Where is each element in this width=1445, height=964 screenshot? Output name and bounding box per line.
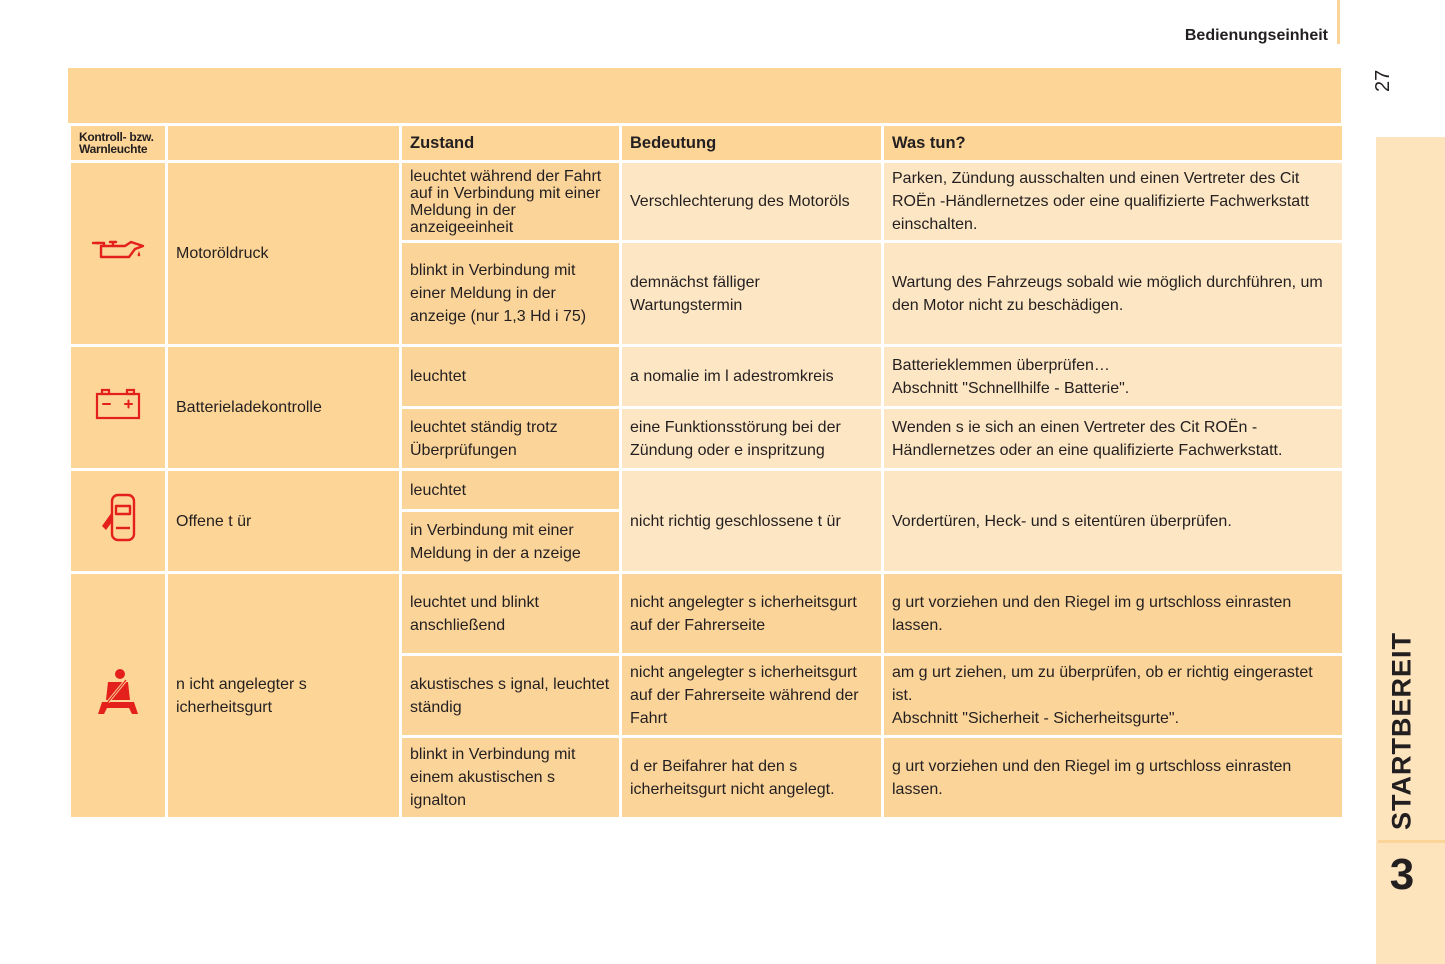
was-tun-cell: [883, 655, 1344, 737]
bedeutung-cell: Verschlechterung des Motoröls: [621, 162, 883, 242]
bedeutung-cell: nicht richtig geschlossene t ür: [621, 470, 883, 573]
zustand-cell: leuchtet: [401, 346, 621, 408]
header-bedeutung: Bedeutung: [621, 125, 883, 162]
zustand-cell: in Verbindung mit einer Meldung in der a nzeige: [401, 511, 621, 573]
chapter-label: STARTBEREIT: [1386, 632, 1417, 830]
bedeutung-cell: a nomalie im l adestromkreis: [621, 346, 883, 408]
open-door-icon: [98, 492, 138, 544]
was-tun-cell: [883, 346, 1344, 408]
header-was-tun: Was tun?: [883, 125, 1344, 162]
warning-lights-table: [68, 123, 1345, 820]
was-tun-cell: Vordertüren, Heck- und s eitentüren überprüfen.: [883, 470, 1344, 573]
zustand-cell: leuchtet: [401, 470, 621, 511]
icon-cell: [70, 470, 167, 573]
was-tun-line: am g urt ziehen, um zu überprüfen, ob er richtig eingerastet ist.: [892, 664, 1313, 704]
was-tun-cell: Wenden s ie sich an einen Vertreter des Cit ROËn - Händlernetzes oder an eine qualifizierte Fachwerkstatt.: [883, 408, 1344, 470]
bedeutung-cell: eine Funktionsstörung bei der Zündung oder e inspritzung: [621, 408, 883, 470]
page-header-title: Bedienungseinheit: [1184, 27, 1328, 44]
was-tun-cell: Wartung des Fahrzeugs sobald wie möglich durchführen, um den Motor nicht zu beschädigen.: [883, 242, 1344, 346]
icon-cell: [70, 346, 167, 470]
group-name: Motoröldruck: [167, 162, 401, 346]
was-tun-line: Abschnitt "Sicherheit - Sicherheitsgurte".: [892, 710, 1180, 727]
chapter-divider: [1378, 840, 1445, 843]
bedeutung-cell: nicht angelegter s icherheitsgurt auf der Fahrerseite während der Fahrt: [621, 655, 883, 737]
was-tun-cell: g urt vorziehen und den Riegel im g urtschloss einrasten lassen.: [883, 573, 1344, 655]
bedeutung-cell: d er Beifahrer hat den s icherheitsgurt nicht angelegt.: [621, 737, 883, 819]
oil-can-icon: [91, 237, 145, 263]
zustand-cell: leuchtet ständig trotz Überprüfungen: [401, 408, 621, 470]
table-header-row: [70, 125, 1344, 162]
header-divider: [1337, 0, 1340, 44]
header-name: [167, 125, 401, 162]
table-row: [70, 346, 1344, 408]
bedeutung-cell: nicht angelegter s icherheitsgurt auf der Fahrerseite: [621, 573, 883, 655]
page-number: 27: [1372, 69, 1394, 93]
was-tun-cell: Parken, Zündung ausschalten und einen Vertreter des Cit ROËn -Händlernetzes oder eine qualifizierte Fachwerkstatt einschalten.: [883, 162, 1344, 242]
zustand-cell: blinkt in Verbindung mit einem akustischen s ignalton: [401, 737, 621, 819]
table-row: [70, 470, 1344, 511]
table-row: [70, 573, 1344, 655]
seatbelt-icon: [96, 668, 140, 716]
group-name: Batterieladekontrolle: [167, 346, 401, 470]
header-zustand: Zustand: [401, 125, 621, 162]
table-row: [70, 162, 1344, 242]
table-top-band: [68, 68, 1341, 123]
icon-cell: [70, 162, 167, 346]
was-tun-line: Abschnitt "Schnellhilfe - Batterie".: [892, 379, 1130, 397]
group-name: Offene t ür: [167, 470, 401, 573]
icon-cell: [70, 573, 167, 819]
zustand-cell: leuchtet während der Fahrt auf in Verbindung mit einer Meldung in der anzeigeeinheit: [401, 162, 621, 242]
was-tun-line: Batterieklemmen überprüfen…: [892, 356, 1110, 374]
chapter-number: 3: [1389, 850, 1415, 899]
header-kontrolle: Kontroll- bzw. Warnleuchte: [70, 125, 167, 162]
group-name: n icht angelegter s icherheitsgurt: [167, 573, 401, 819]
battery-icon: [95, 388, 141, 420]
zustand-cell: blinkt in Verbindung mit einer Meldung in der anzeige (nur 1,3 Hd i 75): [401, 242, 621, 346]
bedeutung-cell: demnächst fälliger Wartungstermin: [621, 242, 883, 346]
zustand-cell: leuchtet und blinkt anschließend: [401, 573, 621, 655]
was-tun-cell: g urt vorziehen und den Riegel im g urtschloss einrasten lassen.: [883, 737, 1344, 819]
zustand-cell: akustisches s ignal, leuchtet ständig: [401, 655, 621, 737]
